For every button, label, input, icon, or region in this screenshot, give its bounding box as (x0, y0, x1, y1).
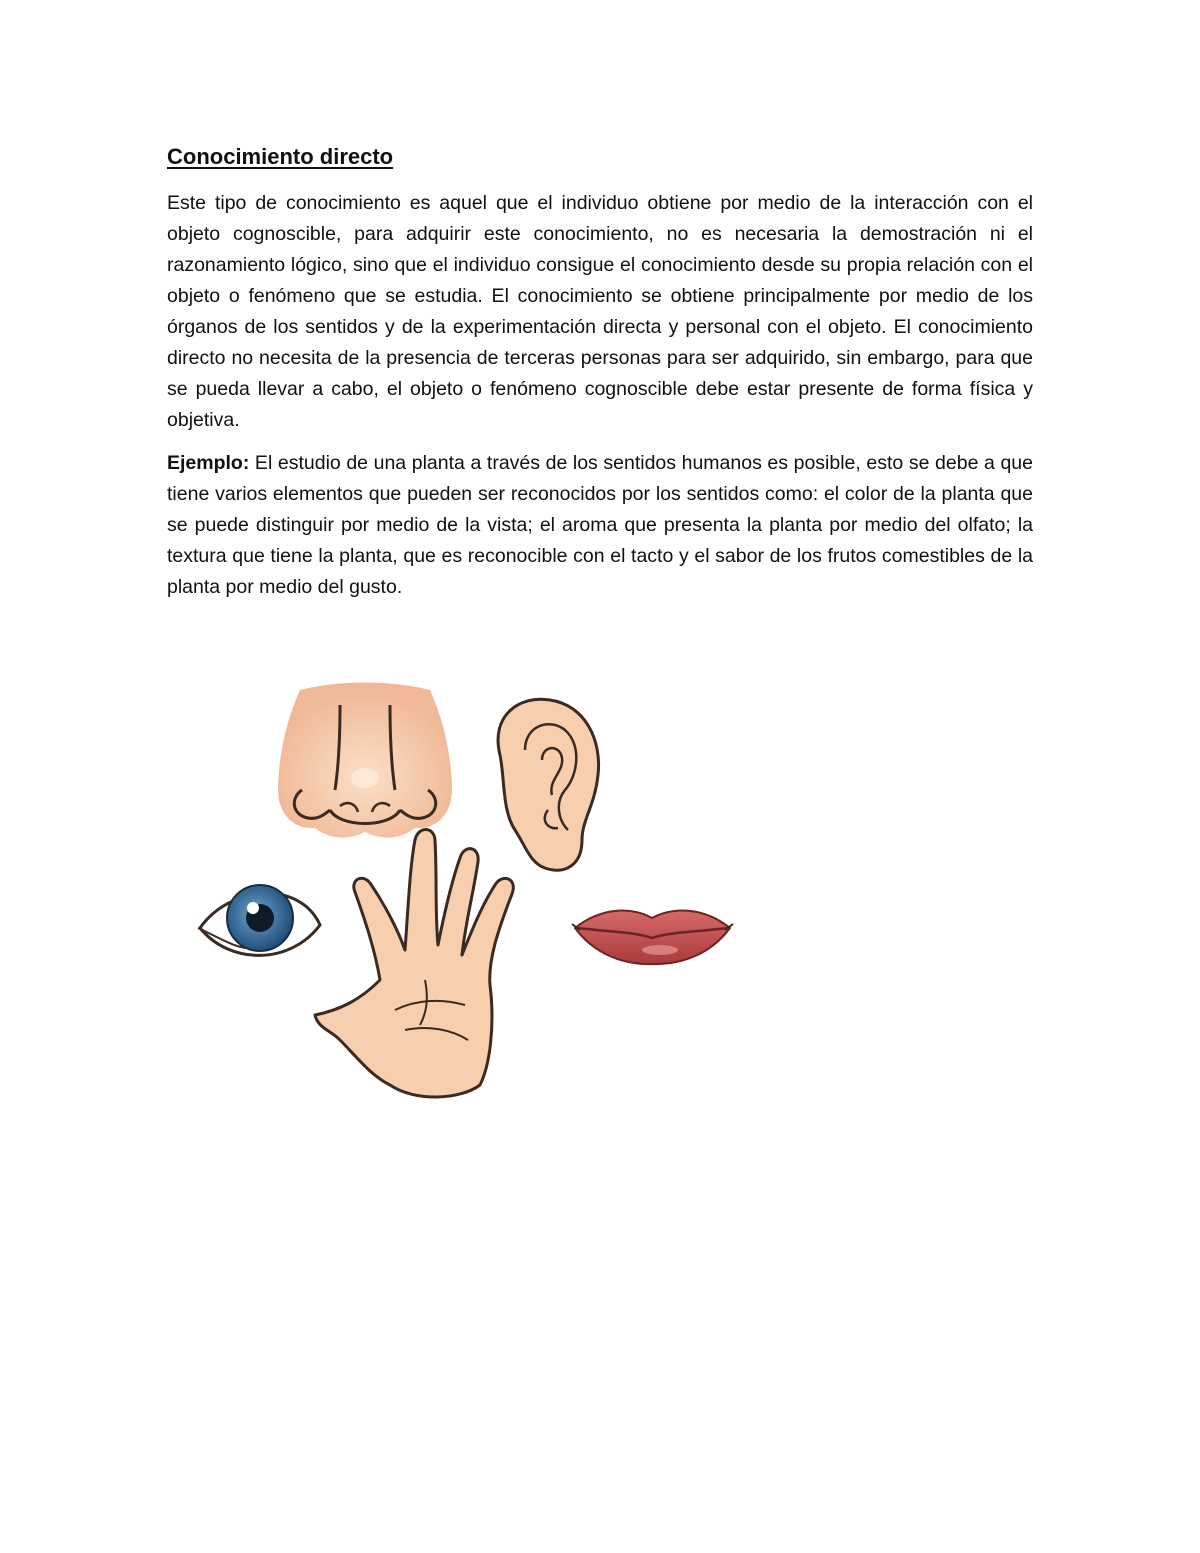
ear-icon (498, 699, 599, 870)
paragraph-definition: Este tipo de conocimiento es aquel que el individuo obtiene por medio de la interacción con el objeto cognoscible, para adquirir este conocimiento, no es necesaria la demostración ni el razonamiento lógico, sino que el individuo consigue el conocimiento desde su propia relación con el objeto o fenómeno que se estudia. El conocimiento se obtiene principalmente por medio de los órganos de los sentidos y de la experimentación directa y personal con el objeto. El conocimiento directo no necesita de la presencia de terceras personas para ser adquirido, sin embargo, para que se pueda llevar a cabo, el objeto o fenómeno cognoscible debe estar presente de forma física y objetiva. (167, 192, 1033, 431)
five-senses-illustration (190, 680, 750, 1100)
document-body (167, 140, 1033, 615)
hand-icon (315, 830, 513, 1098)
paragraph-example (167, 448, 1033, 603)
example-label: Ejemplo: (167, 452, 250, 474)
nose-icon (278, 683, 452, 838)
eye-icon (198, 885, 320, 955)
senses-svg (190, 680, 750, 1100)
example-text: El estudio de una planta a través de los sentidos humanos es posible, esto se debe a que tiene varios elementos que pueden ser reconocidos por los sentidos como: el color de la planta que se puede distinguir por medio de la vista; el aroma que presenta la planta por medio del olfato; la textura que tiene la planta, que es reconocible con el tacto y el sabor de los frutos comestibles de la planta por medio del gusto. (167, 452, 1033, 598)
lips-icon (572, 911, 733, 964)
section-heading: Conocimiento directo (167, 144, 394, 169)
